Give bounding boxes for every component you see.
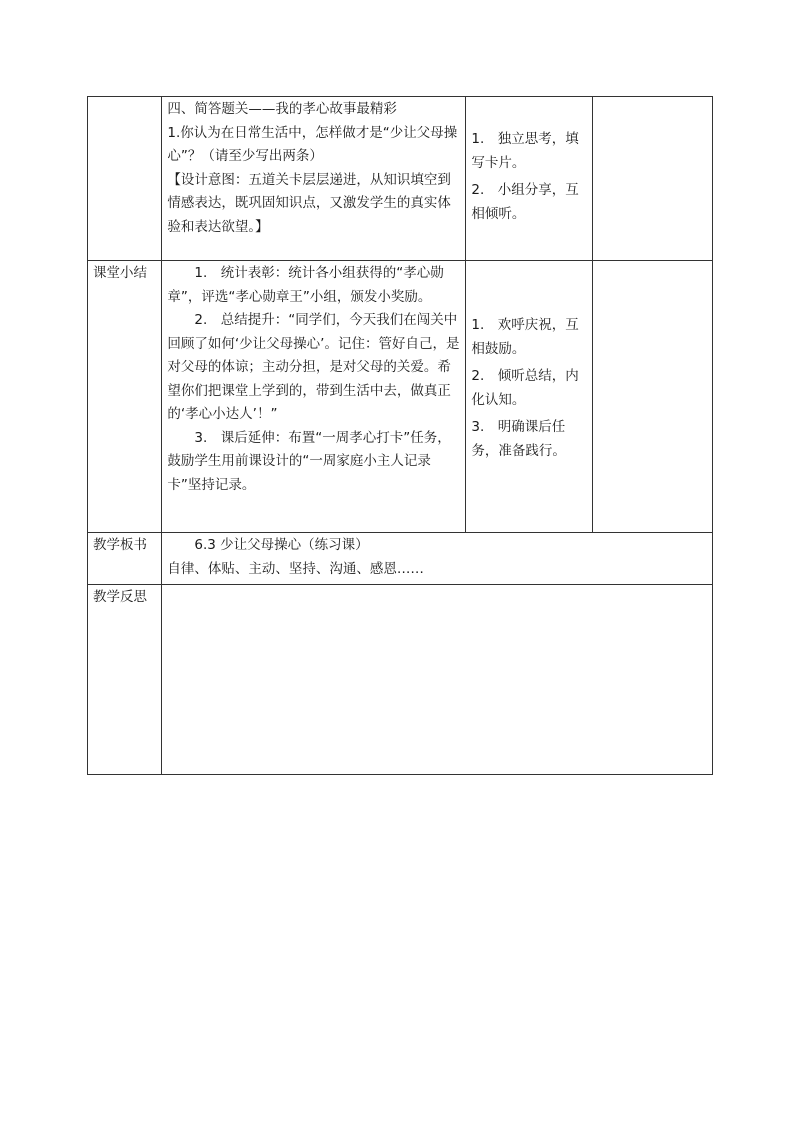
summary-student-cell [466, 261, 592, 533]
task-heading: 四、简答题关——我的孝心故事最精彩 [167, 101, 397, 117]
task-student-item-1: 1. 独立思考，填写卡片。 [471, 131, 579, 171]
summary-paragraph-3: 3. 课后延伸：布置“一周孝心打卡”任务，鼓励学生用前课设计的“一周家庭小主人记录卡”坚持记录。 [167, 429, 451, 493]
design-intent-note: 【设计意图：五道关卡层层递进，从知识填空到情感表达，既巩固知识点，又激发学生的真实体验和表达欲望。】 [167, 171, 451, 235]
board-keywords: 自律、体贴、主动、坚持、沟通、感恩…… [167, 560, 424, 577]
task-row [88, 97, 713, 261]
task-content-cell [162, 97, 466, 261]
summary-student-activities [471, 262, 586, 463]
summary-student-item-1: 1. 欢呼庆祝，互相鼓励。 [471, 317, 579, 357]
summary-extra-cell [592, 261, 712, 533]
lesson-plan-table [87, 96, 713, 775]
reflection-label: 教学反思 [88, 585, 162, 775]
reflection-content-cell[interactable] [162, 585, 713, 775]
summary-row [88, 261, 713, 533]
summary-paragraph-2: 2. 总结提升：“同学们，今天我们在闯关中回顾了如何‘少让父母操心’。记住：管好自己，是对父母的体谅；主动分担，是对父母的关爱。希望你们把课堂上学到的，带到生活中去，做真正的‘孝心小达人’！” [167, 312, 460, 422]
summary-content-cell [162, 261, 466, 533]
task-label-cell [88, 97, 162, 261]
board-content-cell [162, 533, 713, 585]
summary-paragraph-1: 1. 统计表彰：统计各小组获得的“孝心勋章”，评选“孝心勋章王”小组，颁发小奖励。 [167, 265, 444, 305]
board-row [88, 533, 713, 585]
task-question: 1.你认为在日常生活中，怎样做才是“少让父母操心”？（请至少写出两条） [167, 124, 458, 164]
reflection-row [88, 585, 713, 775]
summary-student-item-3: 3. 明确课后任务，准备践行。 [471, 419, 566, 459]
task-extra-cell [592, 97, 712, 261]
task-student-item-2: 2. 小组分享，互相倾听。 [471, 182, 579, 222]
summary-student-item-2: 2. 倾听总结，内化认知。 [471, 368, 579, 408]
board-label: 教学板书 [88, 533, 162, 585]
summary-label: 课堂小结 [88, 261, 162, 533]
task-student-cell [466, 97, 592, 261]
board-title: 6.3 少让父母操心（练习课） [194, 537, 369, 553]
task-student-activities [471, 98, 586, 226]
